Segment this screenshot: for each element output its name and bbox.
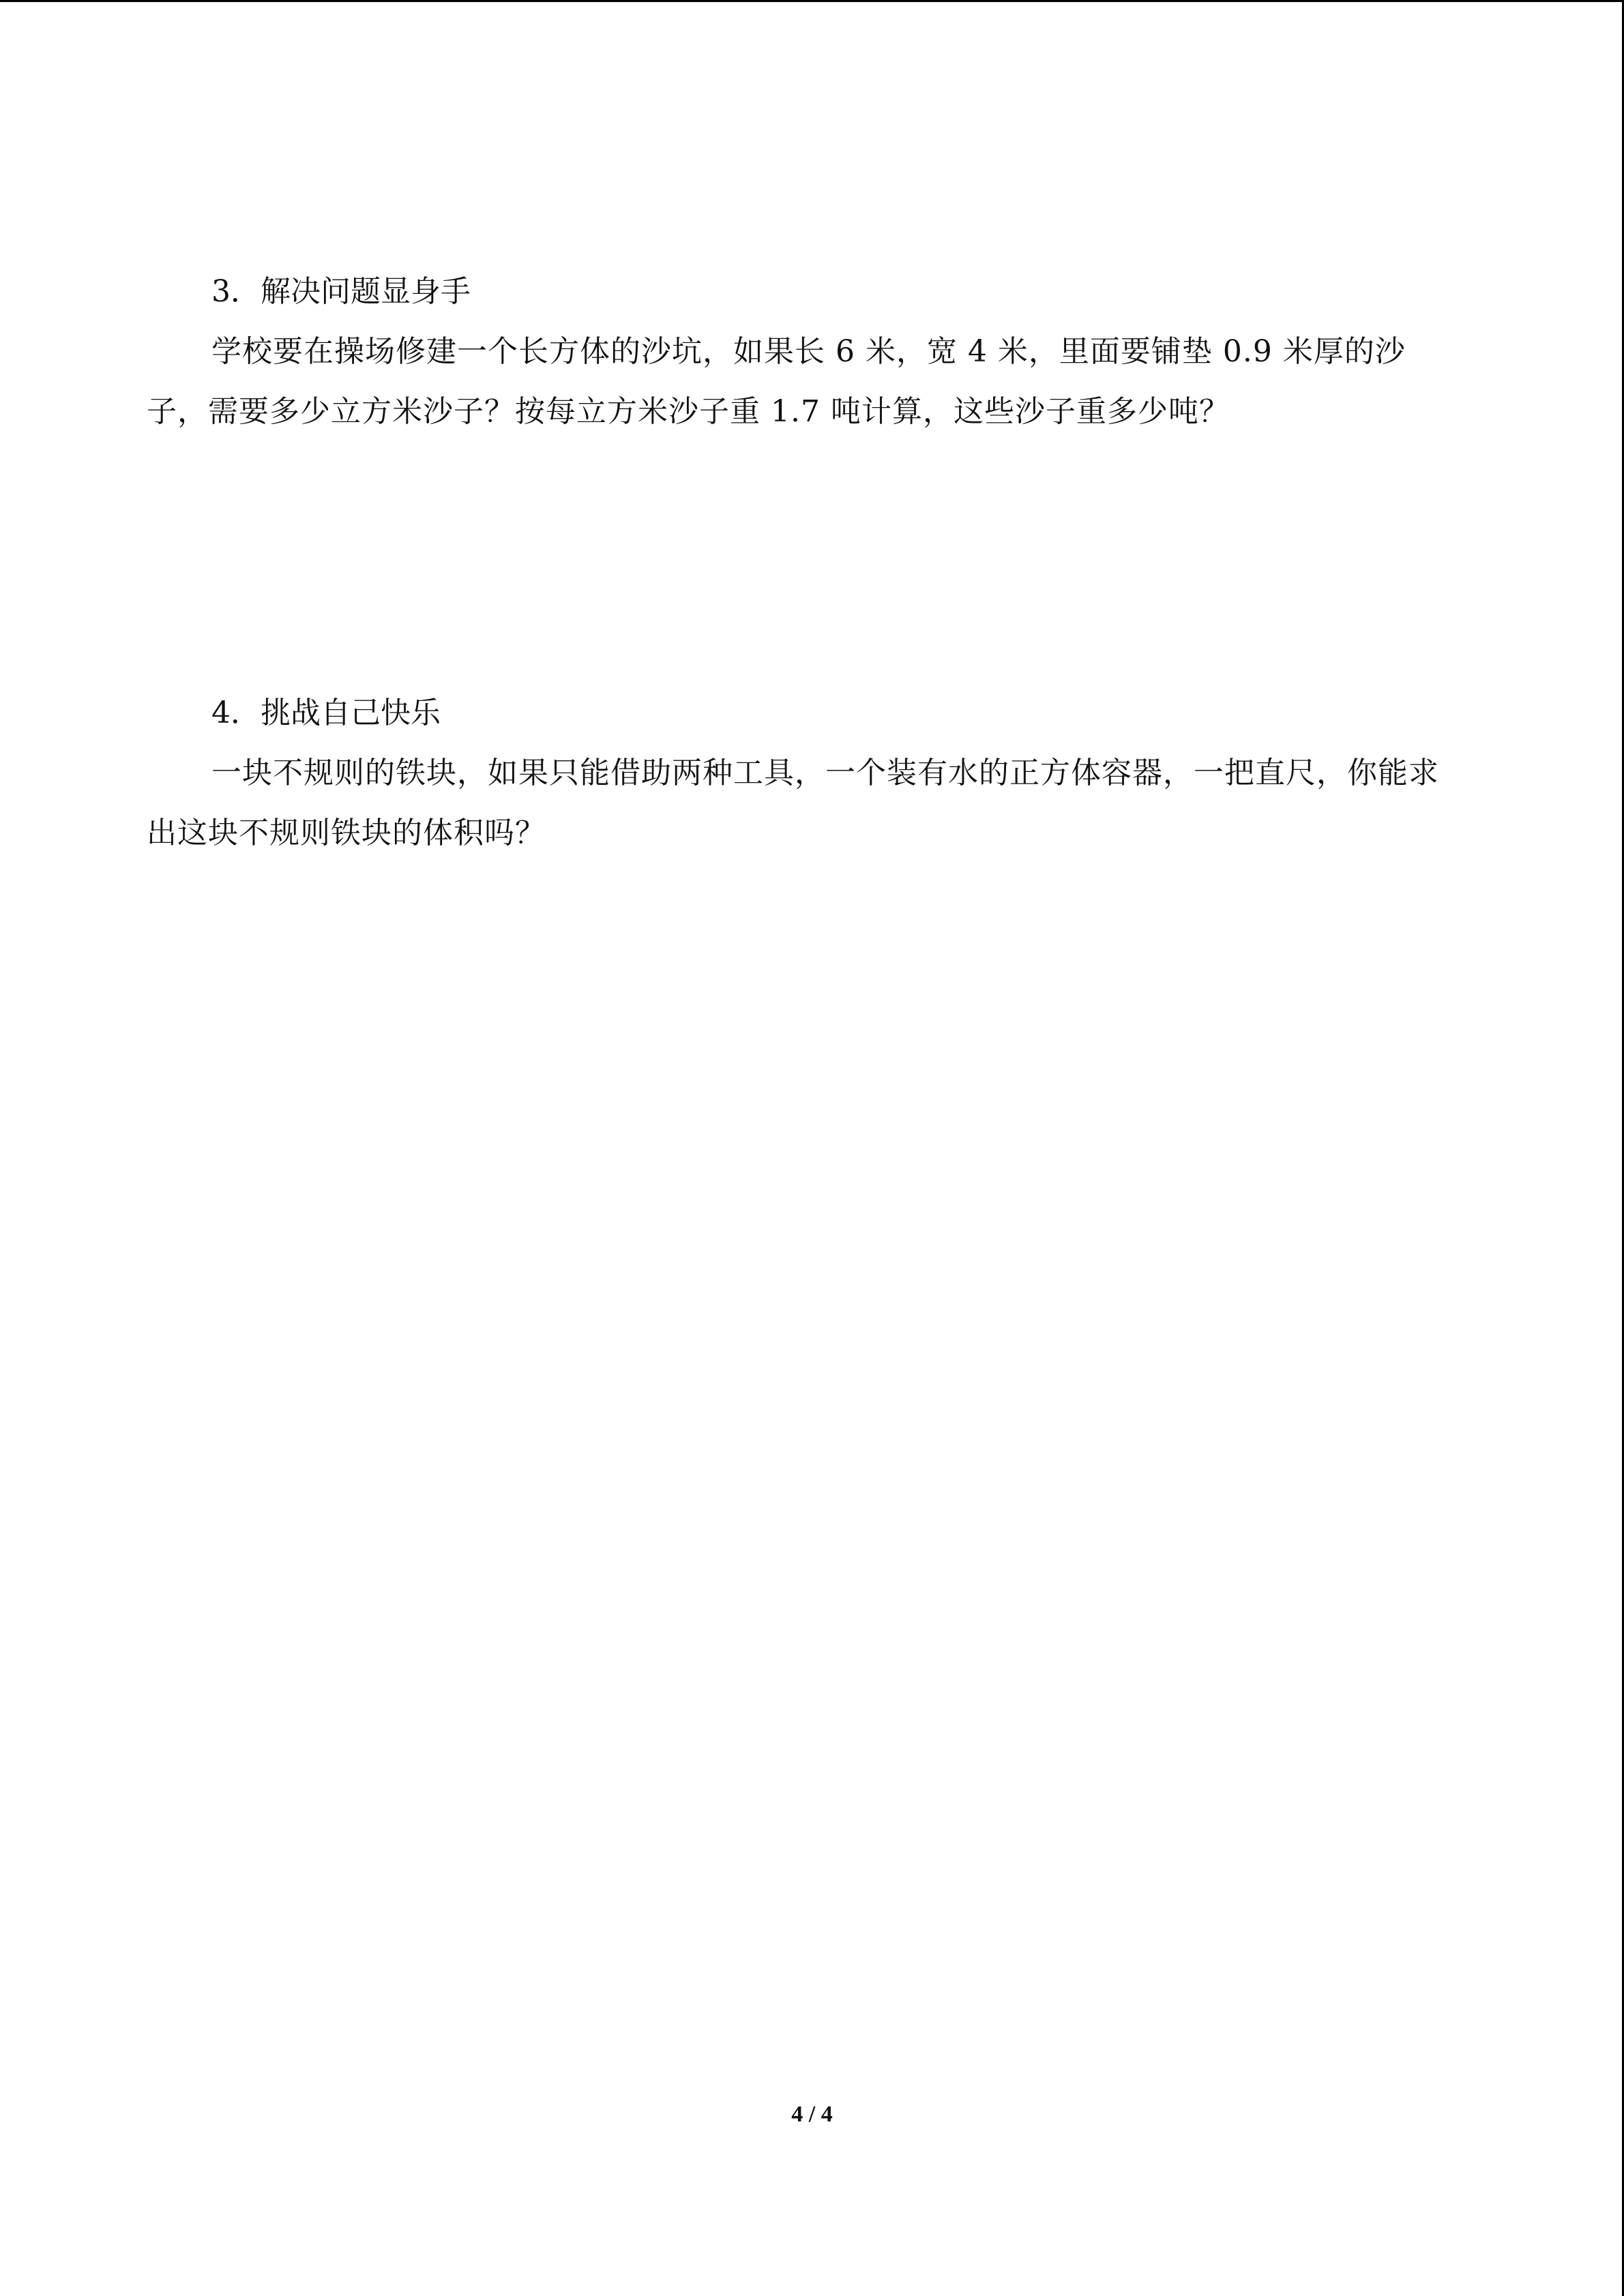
problem-3-heading: 3．解决问题显身手 bbox=[211, 274, 471, 309]
page-number: 4 / 4 bbox=[791, 2102, 833, 2127]
page-border-top bbox=[0, 0, 1624, 2]
problem-3-text: 学校要在操场修建一个长方体的沙坑，如果长 6 米，宽 4 米，里面要铺垫 0.9 米厚的沙子，需要多少立方米沙子？按每立方米沙子重 1.7 吨计算，这些沙子重多少吨？ bbox=[147, 334, 1406, 429]
problem-4-heading: 4．挑战自己快乐 bbox=[211, 696, 441, 730]
problem-4-text: 一块不规则的铁块，如果只能借助两种工具，一个装有水的正方体容器，一把直尺，你能求出这块不规则铁块的体积吗？ bbox=[147, 756, 1439, 850]
problem-4 bbox=[147, 693, 1463, 863]
problem-3 bbox=[147, 271, 1463, 442]
